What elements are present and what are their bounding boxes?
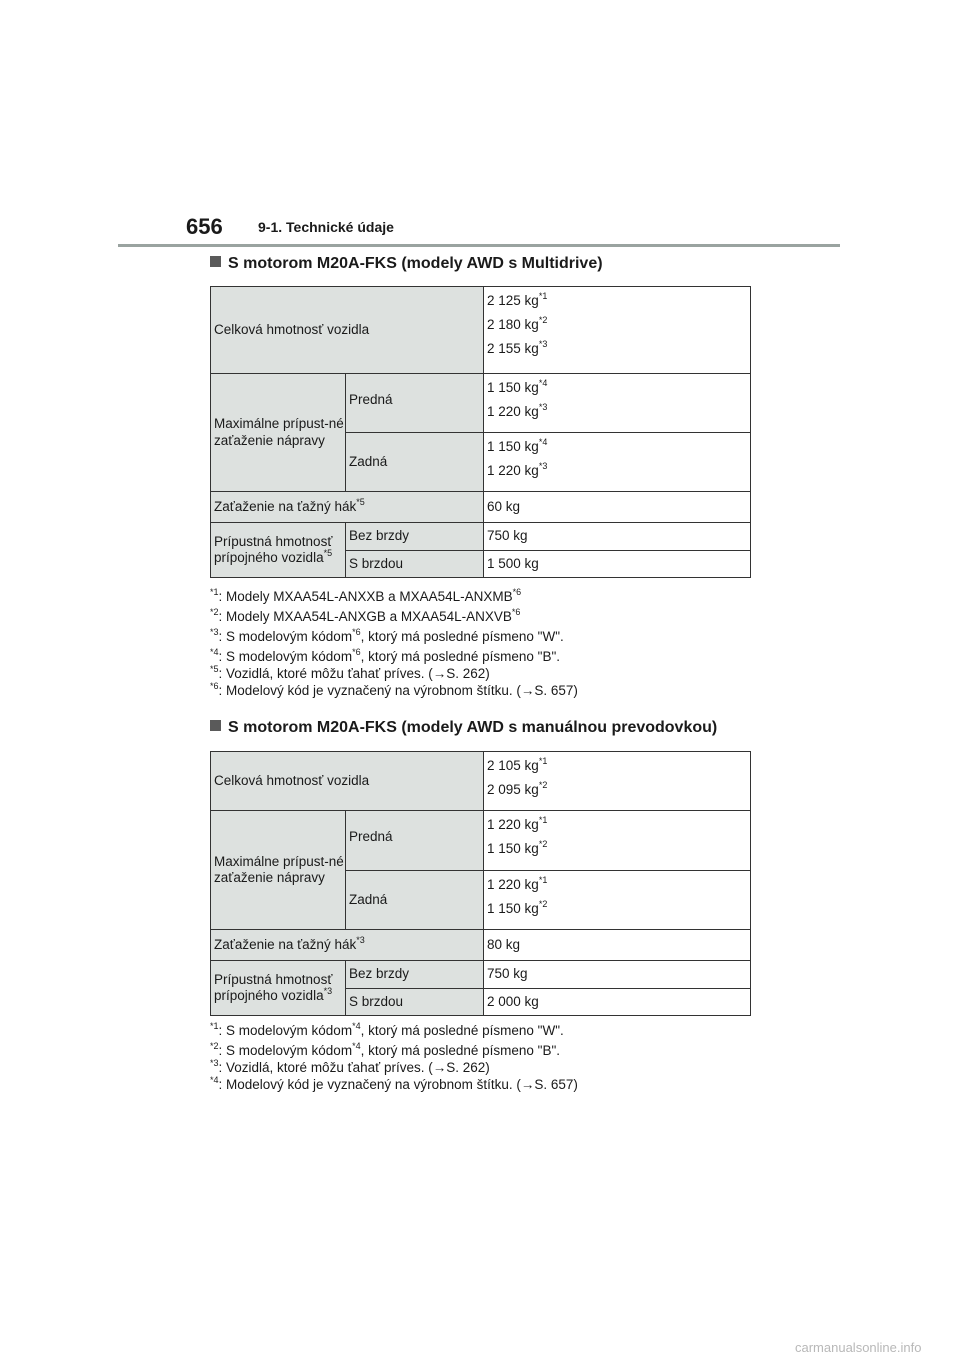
rear-axle-values: 1 220 $kg^{*1}$ 1 150 $kg^{*2}$ [484,871,751,930]
front-axle-values: 1 220 $kg^{*1}$ 1 150 $kg^{*2}$ [484,811,751,871]
footnote: $^{*2}$: S modelovým kódom$^{*4}$, ktorý má posledné písmeno "B". [210,1041,561,1058]
watermark: carmanualsonline.info [795,1340,922,1355]
footnote: $^{*4}$: S modelovým kódom$^{*6}$, ktorý má posledné písmeno "B". [210,647,561,664]
hitch-load-label: Zaťaženie na ťažný hák$^{*3}$ [211,930,484,961]
footnote: $^{*5}$: Vozidlá, ktoré môžu ťahať príves. (→S. 262) [210,664,490,681]
brake-value: 2 000 kg [484,989,751,1016]
front-axle-values: 1 150 $kg^{*4}$ 1 220 $kg^{*3}$ [484,374,751,433]
hitch-load-value: 80 kg [484,930,751,961]
no-brake-value: 750 kg [484,523,751,551]
brake-value: 1 500 kg [484,551,751,578]
total-weight-label: Celková hmotnosť vozidla [211,287,484,374]
total-weight-values: 2 105 $kg^{*1}$ 2 095 $kg^{*2}$ [484,752,751,811]
no-brake-value: 750 kg [484,961,751,989]
rear-axle-label: Zadná [346,871,484,930]
trailer-weight-label: Prípustná hmotnosť prípojného vozidla$^{*5}$ [211,523,346,578]
footnote: $^{*3}$: S modelovým kódom$^{*6}$, ktorý má posledné písmeno "W". [210,627,564,644]
brake-label: S brzdou [346,551,484,578]
section-heading [210,719,717,737]
footnote: $^{*2}$: Modely MXAA54L-ANXGB a MXAA54L-ANXVB$^{*6}$ [210,607,521,624]
front-axle-label: Predná [346,374,484,433]
section-heading-text: S motorom M20A-FKS (modely AWD s Multidrive) [228,255,603,272]
footnote: $^{*1}$: Modely MXAA54L-ANXXB a MXAA54L-ANXMB$^{*6}$ [210,587,522,604]
footnote: $^{*1}$: S modelovým kódom$^{*4}$, ktorý má posledné písmeno "W". [210,1021,564,1038]
total-weight-values: 2 125 $kg^{*1}$ 2 180 $kg^{*2}$ 2 155 $kg^{*3}$ [484,287,751,374]
front-axle-label: Predná [346,811,484,871]
weight-table [210,286,751,578]
rear-axle-label: Zadná [346,433,484,492]
header-rule [118,244,840,247]
footnote: $^{*6}$: Modelový kód je vyznačený na výrobnom štítku. (→S. 657) [210,681,578,698]
bullet-square-icon [210,256,221,267]
footnote: $^{*3}$: Vozidlá, ktoré môžu ťahať príves. (→S. 262) [210,1058,490,1075]
hitch-load-value: 60 kg [484,492,751,523]
no-brake-label: Bez brzdy [346,961,484,989]
trailer-weight-label: Prípustná hmotnosť prípojného vozidla$^{*3}$ [211,961,346,1016]
hitch-load-label: Zaťaženie na ťažný hák$^{*5}$ [211,492,484,523]
section-title: 9-1. Technické údaje [258,219,394,235]
page-number: 656 [186,214,223,239]
section-heading [210,255,603,273]
bullet-square-icon [210,720,221,731]
brake-label: S brzdou [346,989,484,1016]
axle-load-label: Maximálne prípust-né zaťaženie nápravy [211,811,346,930]
footnotes [210,1022,578,1093]
footnotes [210,588,578,699]
footnote: $^{*4}$: Modelový kód je vyznačený na výrobnom štítku. (→S. 657) [210,1075,578,1092]
weight-table [210,751,751,1016]
axle-load-label: Maximálne prípust-né zaťaženie nápravy [211,374,346,492]
rear-axle-values: 1 150 $kg^{*4}$ 1 220 $kg^{*3}$ [484,433,751,492]
section-heading-text: S motorom M20A-FKS (modely AWD s manuálnou prevodovkou) [228,719,718,736]
total-weight-label: Celková hmotnosť vozidla [211,752,484,811]
no-brake-label: Bez brzdy [346,523,484,551]
